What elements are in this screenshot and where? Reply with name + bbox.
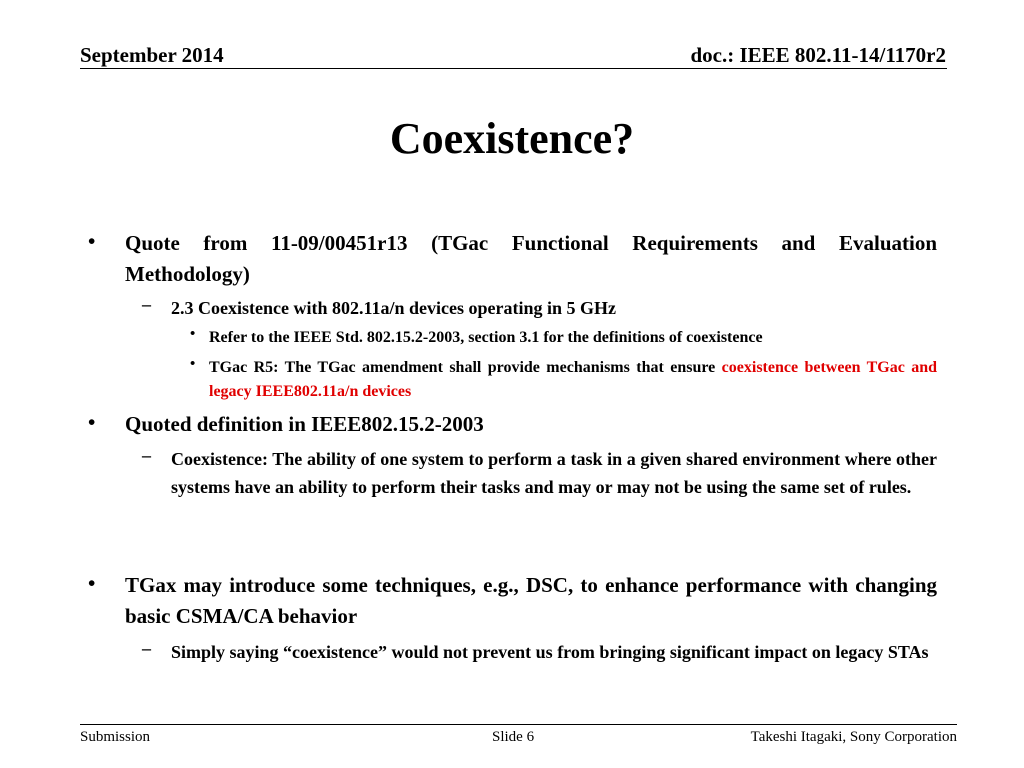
dash-marker: – [142,638,151,658]
bullet-3-sub-text: Simply saying “coexistence” would not prevent us from bringing significant impact on legacy STAs [171,642,929,662]
footer-author: Takeshi Itagaki, Sony Corporation [750,729,957,745]
bullet-1-sub-a-text: Refer to the IEEE Std. 802.15.2-2003, section 3.1 for the definitions of coexistence [209,329,763,346]
bullet-2-text: Quoted definition in IEEE802.15.2-2003 [125,412,484,436]
bullet-1-sub-text: 2.3 Coexistence with 802.11a/n devices operating in 5 GHz [171,298,616,318]
dash-marker: – [142,445,151,465]
header-doc-id: doc.: IEEE 802.11-14/1170r2 [690,43,946,67]
bullet-1-text: Quote from 11-09/00451r13 (TGac Functional Requirements and Evaluation Methodology) [125,231,937,286]
footer-slide-number: Slide 6 [492,729,535,745]
bullet-marker: • [88,571,96,595]
bullet-2-sub-text: Coexistence: The ability of one system to perform a task in a given shared environment where other systems have an ability to perform their tasks and may or may not be using the same set of rules. [171,449,937,497]
bullet-1-sub-b-prefix: TGac R5: The TGac amendment shall provide mechanisms that ensure [209,359,716,376]
sub-bullet-marker: • [190,326,196,342]
footer-divider [80,724,957,725]
dash-marker: – [142,294,151,314]
bullet-1-sub-b-highlight: coexistence between TGac and legacy IEEE802.11a/n devices [209,359,938,400]
bullet-marker: • [88,229,96,253]
header-divider [80,68,947,69]
bullet-marker: • [88,410,96,434]
header-date: September 2014 [80,43,224,67]
bullet-1-sub-b-text [209,356,937,404]
bullet-3-text: TGax may introduce some techniques, e.g., DSC, to enhance performance with changing basic CSMA/CA behavior [125,573,937,628]
slide-title: Coexistence? [389,114,635,163]
sub-bullet-marker: • [190,356,196,372]
footer-submission: Submission [80,729,151,745]
